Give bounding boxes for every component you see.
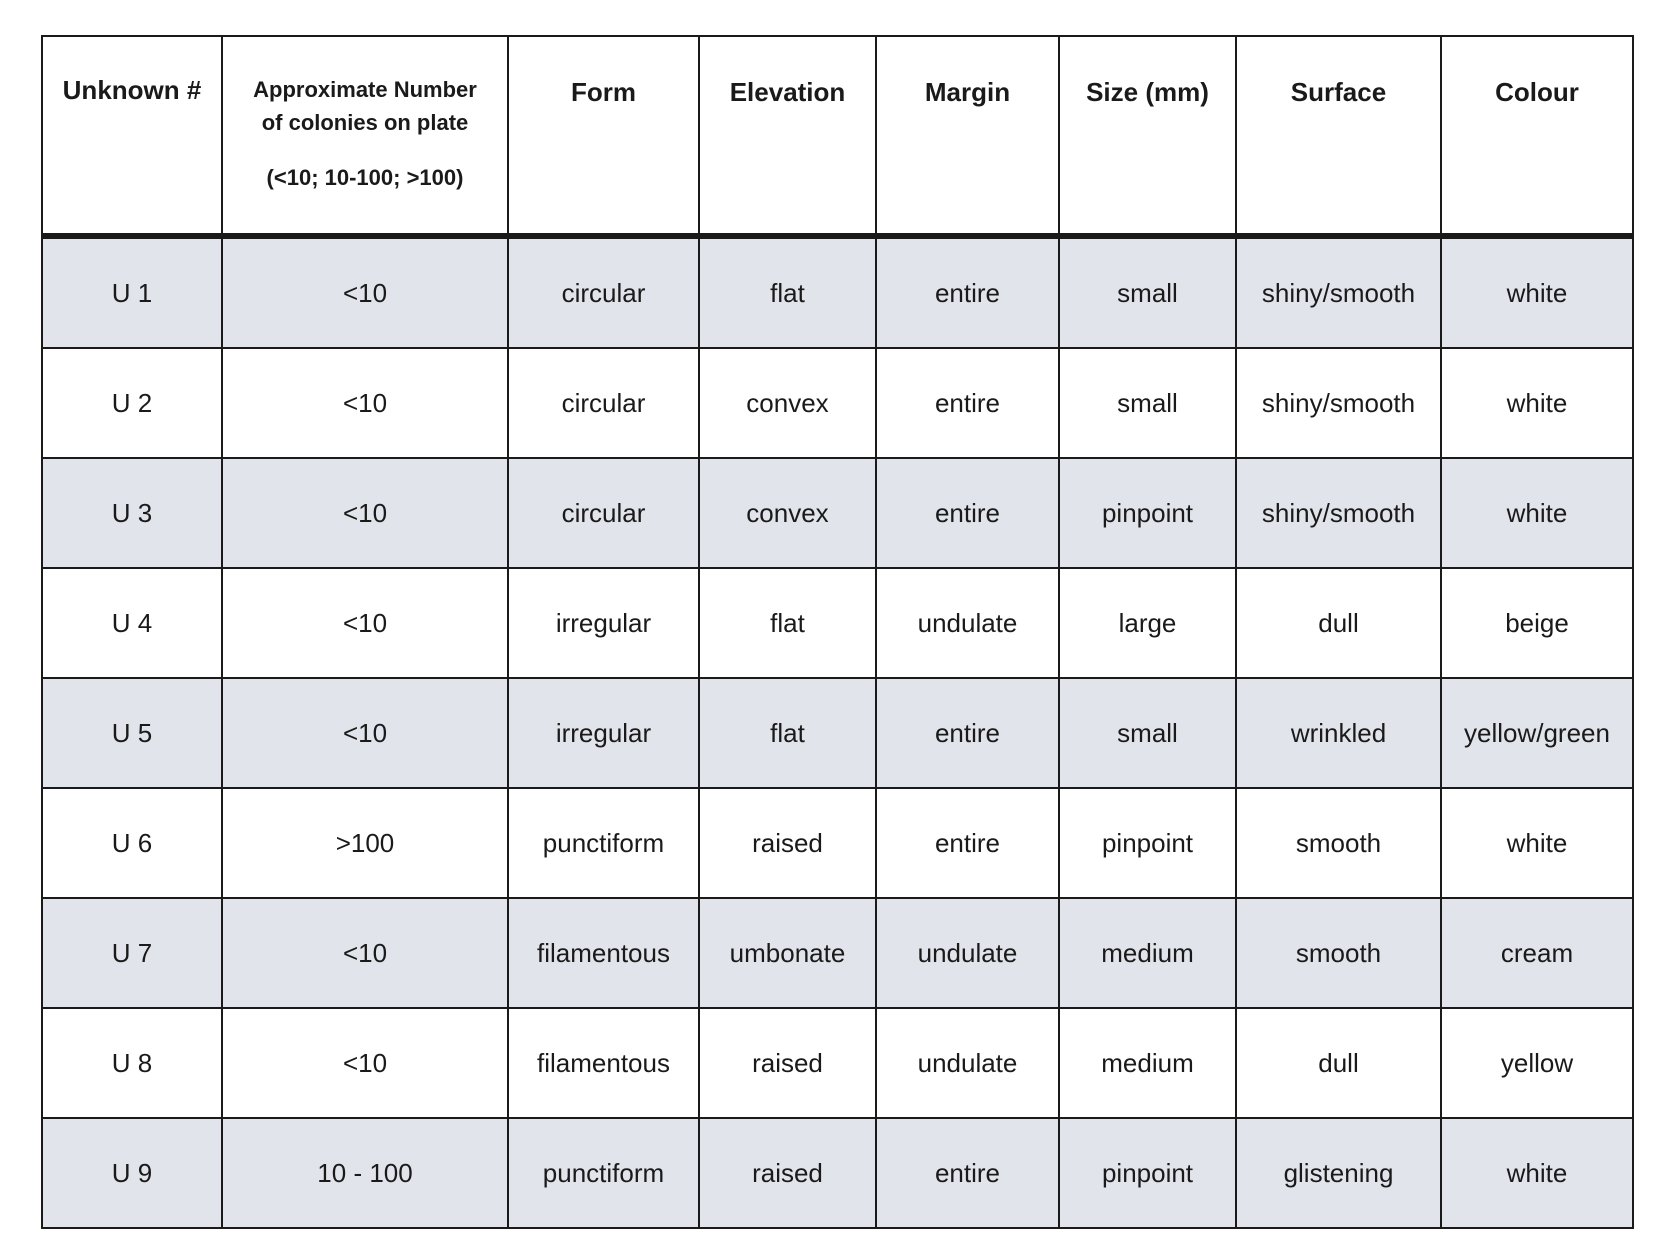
cell-surface: shiny/smooth (1236, 236, 1441, 348)
cell-elevation: flat (699, 678, 876, 788)
table-header (42, 36, 1633, 236)
table-row (42, 458, 1633, 568)
cell-margin: undulate (876, 1008, 1059, 1118)
cell-margin: entire (876, 1118, 1059, 1228)
header-approx-line1: Approximate Number (253, 77, 477, 102)
cell-unknown: U 9 (42, 1118, 222, 1228)
header-surface: Surface (1236, 36, 1441, 236)
cell-unknown: U 5 (42, 678, 222, 788)
cell-size: pinpoint (1059, 788, 1236, 898)
cell-colour: yellow (1441, 1008, 1633, 1118)
cell-colour: cream (1441, 898, 1633, 1008)
cell-margin: entire (876, 458, 1059, 568)
cell-margin: undulate (876, 568, 1059, 678)
header-row (42, 36, 1633, 236)
cell-unknown: U 8 (42, 1008, 222, 1118)
cell-elevation: raised (699, 1008, 876, 1118)
cell-size: small (1059, 348, 1236, 458)
cell-margin: entire (876, 678, 1059, 788)
cell-colour: yellow/green (1441, 678, 1633, 788)
cell-form: circular (508, 236, 699, 348)
table-row (42, 568, 1633, 678)
cell-unknown: U 1 (42, 236, 222, 348)
header-size: Size (mm) (1059, 36, 1236, 236)
header-approx-line2: of colonies on plate (261, 110, 469, 135)
cell-size: medium (1059, 1008, 1236, 1118)
cell-colour: white (1441, 236, 1633, 348)
cell-approx: >100 (222, 788, 508, 898)
cell-approx: <10 (222, 1008, 508, 1118)
cell-approx: <10 (222, 568, 508, 678)
cell-size: large (1059, 568, 1236, 678)
header-elevation: Elevation (699, 36, 876, 236)
cell-size: pinpoint (1059, 1118, 1236, 1228)
cell-unknown: U 3 (42, 458, 222, 568)
table-row (42, 678, 1633, 788)
table-row (42, 898, 1633, 1008)
cell-surface: wrinkled (1236, 678, 1441, 788)
header-approx-range: (<10; 10-100; >100) (266, 165, 464, 190)
cell-surface: smooth (1236, 788, 1441, 898)
cell-unknown: U 6 (42, 788, 222, 898)
cell-surface: shiny/smooth (1236, 348, 1441, 458)
cell-unknown: U 7 (42, 898, 222, 1008)
cell-surface: dull (1236, 568, 1441, 678)
header-unknown: Unknown # (42, 36, 222, 236)
colony-characteristics-table (41, 35, 1634, 1229)
header-colour: Colour (1441, 36, 1633, 236)
cell-approx: <10 (222, 348, 508, 458)
table-row (42, 1008, 1633, 1118)
cell-form: punctiform (508, 1118, 699, 1228)
cell-margin: entire (876, 788, 1059, 898)
table-row (42, 236, 1633, 348)
cell-elevation: flat (699, 236, 876, 348)
table-row (42, 1118, 1633, 1228)
cell-colour: white (1441, 458, 1633, 568)
cell-colour: white (1441, 1118, 1633, 1228)
cell-size: small (1059, 236, 1236, 348)
cell-form: irregular (508, 568, 699, 678)
cell-form: punctiform (508, 788, 699, 898)
header-approximate-number (222, 36, 508, 236)
cell-form: irregular (508, 678, 699, 788)
cell-form: circular (508, 458, 699, 568)
cell-colour: white (1441, 348, 1633, 458)
cell-unknown: U 2 (42, 348, 222, 458)
cell-elevation: raised (699, 1118, 876, 1228)
cell-form: filamentous (508, 898, 699, 1008)
cell-colour: white (1441, 788, 1633, 898)
cell-elevation: convex (699, 458, 876, 568)
cell-size: medium (1059, 898, 1236, 1008)
header-form: Form (508, 36, 699, 236)
table-body (42, 236, 1633, 1228)
cell-elevation: umbonate (699, 898, 876, 1008)
cell-size: small (1059, 678, 1236, 788)
cell-margin: entire (876, 348, 1059, 458)
cell-unknown: U 4 (42, 568, 222, 678)
cell-surface: shiny/smooth (1236, 458, 1441, 568)
cell-colour: beige (1441, 568, 1633, 678)
cell-surface: smooth (1236, 898, 1441, 1008)
cell-approx: <10 (222, 236, 508, 348)
cell-approx: <10 (222, 458, 508, 568)
cell-approx: 10 - 100 (222, 1118, 508, 1228)
header-margin: Margin (876, 36, 1059, 236)
cell-margin: entire (876, 236, 1059, 348)
cell-elevation: flat (699, 568, 876, 678)
cell-elevation: raised (699, 788, 876, 898)
table-row (42, 788, 1633, 898)
cell-surface: dull (1236, 1008, 1441, 1118)
cell-approx: <10 (222, 678, 508, 788)
colony-characteristics-table-container (41, 35, 1632, 1229)
cell-approx: <10 (222, 898, 508, 1008)
table-row (42, 348, 1633, 458)
cell-size: pinpoint (1059, 458, 1236, 568)
cell-elevation: convex (699, 348, 876, 458)
cell-margin: undulate (876, 898, 1059, 1008)
cell-surface: glistening (1236, 1118, 1441, 1228)
cell-form: circular (508, 348, 699, 458)
cell-form: filamentous (508, 1008, 699, 1118)
